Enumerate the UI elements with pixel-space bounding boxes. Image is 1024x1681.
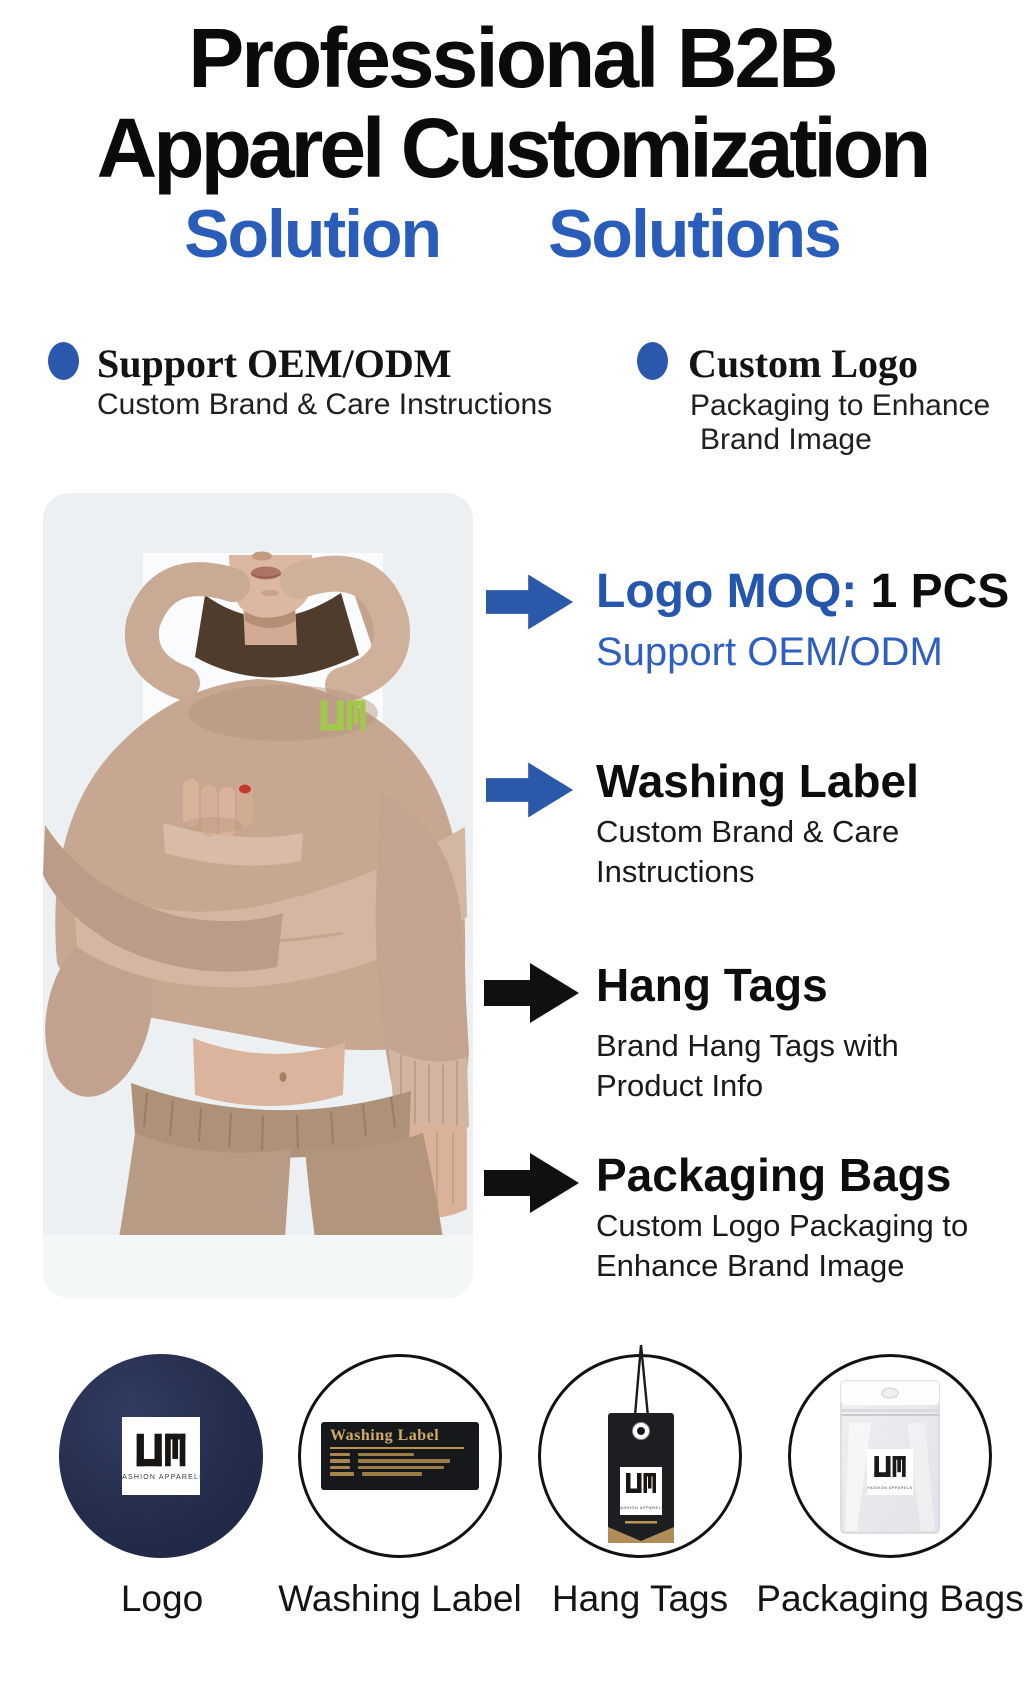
svg-text:FASHION APPARELS: FASHION APPARELS — [867, 1486, 913, 1490]
feature-sub-line2: Product Info — [596, 1068, 764, 1103]
hoodie-model-illustration — [43, 493, 473, 1238]
feature-heading-part-black: 1 PCS — [870, 565, 1010, 618]
um-monogram-icon — [135, 1432, 187, 1468]
svg-text:FASHION APPARELS: FASHION APPARELS — [617, 1506, 665, 1510]
arrow-right-icon — [484, 1146, 580, 1220]
feature-sub-packaging-bags — [596, 1206, 968, 1286]
bullet-sub-custom-logo — [690, 389, 990, 457]
feature-sub-line1: Custom Brand & Care — [596, 814, 900, 849]
caption-washing-label: Washing Label — [278, 1578, 522, 1619]
caption-packaging-bags: Packaging Bags — [756, 1578, 1024, 1619]
caption-logo: Logo — [120, 1578, 204, 1619]
feature-sub-line1: Custom Logo Packaging to — [596, 1208, 969, 1243]
product-photo — [43, 493, 473, 1298]
feature-heading-hang-tags: Hang Tags — [596, 959, 828, 1011]
title-solution: Solution — [184, 196, 441, 272]
page-title-line3 — [0, 196, 1024, 272]
title-solutions: Solutions — [548, 196, 840, 272]
feature-heading-part-blue: Logo MOQ: — [596, 565, 871, 618]
brand-name: FASHION APPARELS — [117, 1473, 205, 1481]
feature-sub-hang-tags — [596, 1026, 899, 1106]
bullet-dot-icon — [637, 342, 668, 380]
care-text-row — [330, 1453, 470, 1457]
arrow-right-icon — [484, 956, 580, 1030]
packaging-bag-illustration — [791, 1357, 989, 1555]
gold-rule — [330, 1447, 464, 1449]
feature-sub-line2: Instructions — [596, 854, 755, 889]
page-title-line2: Apparel Customization — [96, 101, 928, 195]
hang-tag-illustration — [537, 1341, 743, 1567]
feature-heading-logo-moq — [596, 566, 1009, 619]
care-text-row — [330, 1466, 470, 1470]
washing-label-title: Washing Label — [330, 1427, 440, 1444]
care-text-row — [330, 1472, 470, 1476]
washing-label-tag — [321, 1422, 479, 1490]
bullet-sub-oem: Custom Brand & Care Instructions — [97, 388, 553, 421]
feature-sub-logo-moq: Support OEM/ODM — [596, 630, 943, 674]
woven-logo-patch — [117, 1417, 205, 1495]
caption-hang-tags: Hang Tags — [551, 1578, 729, 1619]
showcase-packaging-bag-circle — [788, 1354, 992, 1558]
bullet-heading-custom-logo: Custom Logo — [688, 341, 919, 386]
feature-sub-line2: Enhance Brand Image — [596, 1248, 905, 1283]
page-title-line1: Professional B2B — [188, 11, 836, 105]
bullet-heading-oem: Support OEM/ODM — [97, 341, 452, 386]
arrow-right-icon — [486, 754, 574, 826]
care-text-row — [330, 1459, 470, 1463]
feature-heading-washing-label: Washing Label — [596, 755, 919, 807]
showcase-logo-circle — [59, 1354, 263, 1558]
bullet-sub-line1: Packaging to Enhance — [690, 389, 991, 422]
feature-heading-packaging-bags: Packaging Bags — [596, 1149, 952, 1201]
bullet-sub-line2: Brand Image — [700, 423, 872, 456]
photo-card-footer — [43, 1235, 473, 1298]
showcase-washing-label-circle — [298, 1354, 502, 1558]
feature-sub-washing-label — [596, 812, 899, 892]
bullet-dot-icon — [48, 342, 79, 380]
feature-sub-line1: Brand Hang Tags with — [596, 1028, 899, 1063]
arrow-right-icon — [486, 566, 574, 638]
showcase-hang-tag-circle — [538, 1354, 742, 1558]
